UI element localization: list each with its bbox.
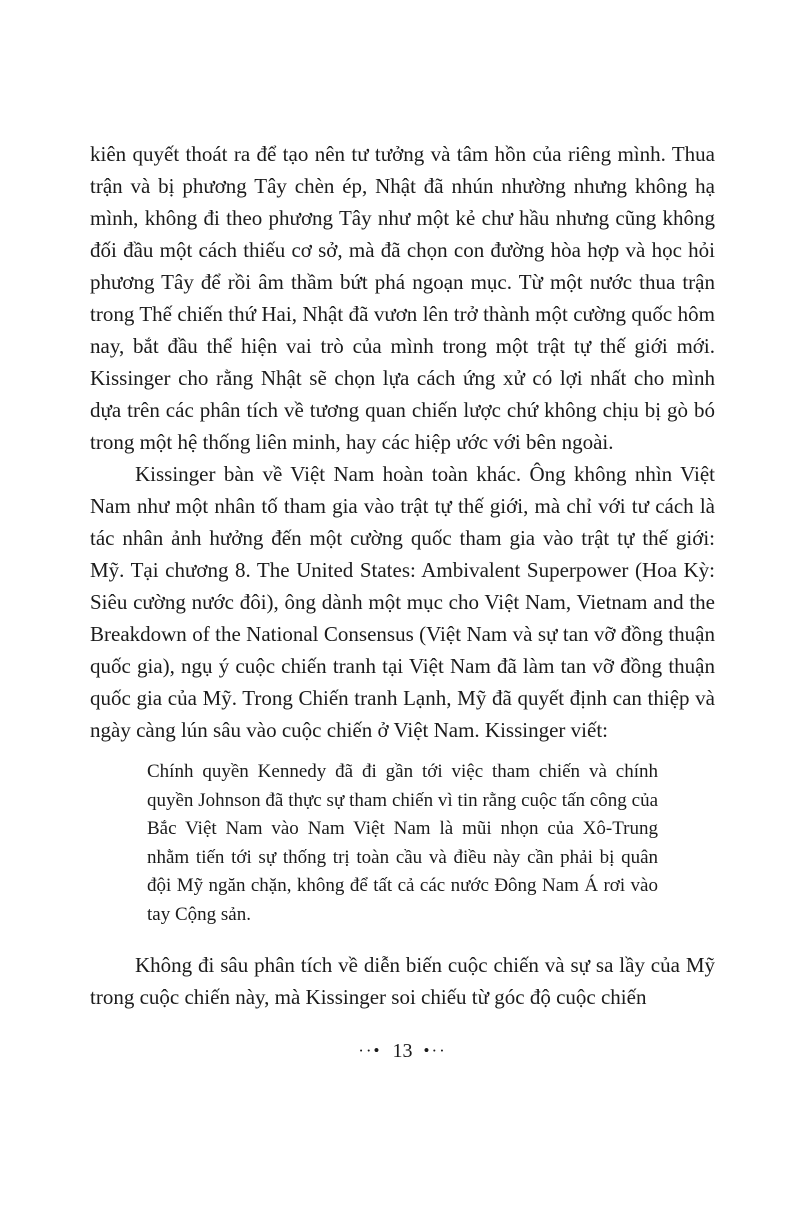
paragraph-closing: Không đi sâu phân tích về diễn biến cuộc chiến và sự sa lầy của Mỹ trong cuộc chiến này, mà Kissinger soi chiếu từ góc độ cuộc chiến (90, 953, 715, 1009)
block-quote-kissinger: Chính quyền Kennedy đã đi gần tới việc tham chiến và chính quyền Johnson đã thực sự tham chiến vì tin rằng cuộc tấn công của Bắc Việt Nam vào Nam Việt Nam là mũi nhọn của Xô-Trung nhằm tiến tới sự thống trị toàn cầu và điều này cần phải bị quân đội Mỹ ngăn chặn, không để tất cả các nước Đông Nam Á rơi vào tay Cộng sản. (147, 761, 658, 925)
page-footer (90, 1039, 715, 1063)
page-number: 13 (392, 1040, 413, 1062)
paragraph-kissinger-vietnam: Kissinger bàn về Việt Nam hoàn toàn khác. Ông không nhìn Việt Nam như một nhân tố tham gia vào trật tự thế giới, mà chỉ với tư cách là tác nhân ảnh hưởng đến một cường quốc tham gia vào trật tự thế giới: Mỹ. Tại chương 8. The United States: Ambivalent Superpower (Hoa Kỳ: Siêu cường nước đôi), ông dành một mục cho Việt Nam, Vietnam and the Breakdown of the National Consensus (Việt Nam và sự tan vỡ đồng thuận quốc gia), ngụ ý cuộc chiến tranh tại Việt Nam đã làm tan vỡ đồng thuận quốc gia của Mỹ. Trong Chiến tranh Lạnh, Mỹ đã quyết định can thiệp và ngày càng lún sâu vào cuộc chiến ở Việt Nam. Kissinger viết: (90, 462, 715, 742)
footer-ornament-right: •·· (423, 1041, 447, 1060)
footer-ornament-left: ··• (358, 1041, 382, 1060)
page-body-text (90, 138, 715, 1013)
paragraph-continuation: kiên quyết thoát ra để tạo nên tư tưởng và tâm hồn của riêng mình. Thua trận và bị phương Tây chèn ép, Nhật đã nhún nhường nhưng không hạ mình, không đi theo phương Tây như một kẻ chư hầu nhưng cũng không đối đầu một cách thiếu cơ sở, mà đã chọn con đường hòa hợp và học hỏi phương Tây để rồi âm thầm bứt phá ngoạn mục. Từ một nước thua trận trong Thế chiến thứ Hai, Nhật đã vươn lên trở thành một cường quốc hôm nay, bắt đầu thể hiện vai trò của mình trong một trật tự thế giới mới. Kissinger cho rằng Nhật sẽ chọn lựa cách ứng xử có lợi nhất cho mình dựa trên các phân tích về tương quan chiến lược chứ không chịu bị gò bó trong một hệ thống liên minh, hay các hiệp ước với bên ngoài. (90, 142, 715, 454)
